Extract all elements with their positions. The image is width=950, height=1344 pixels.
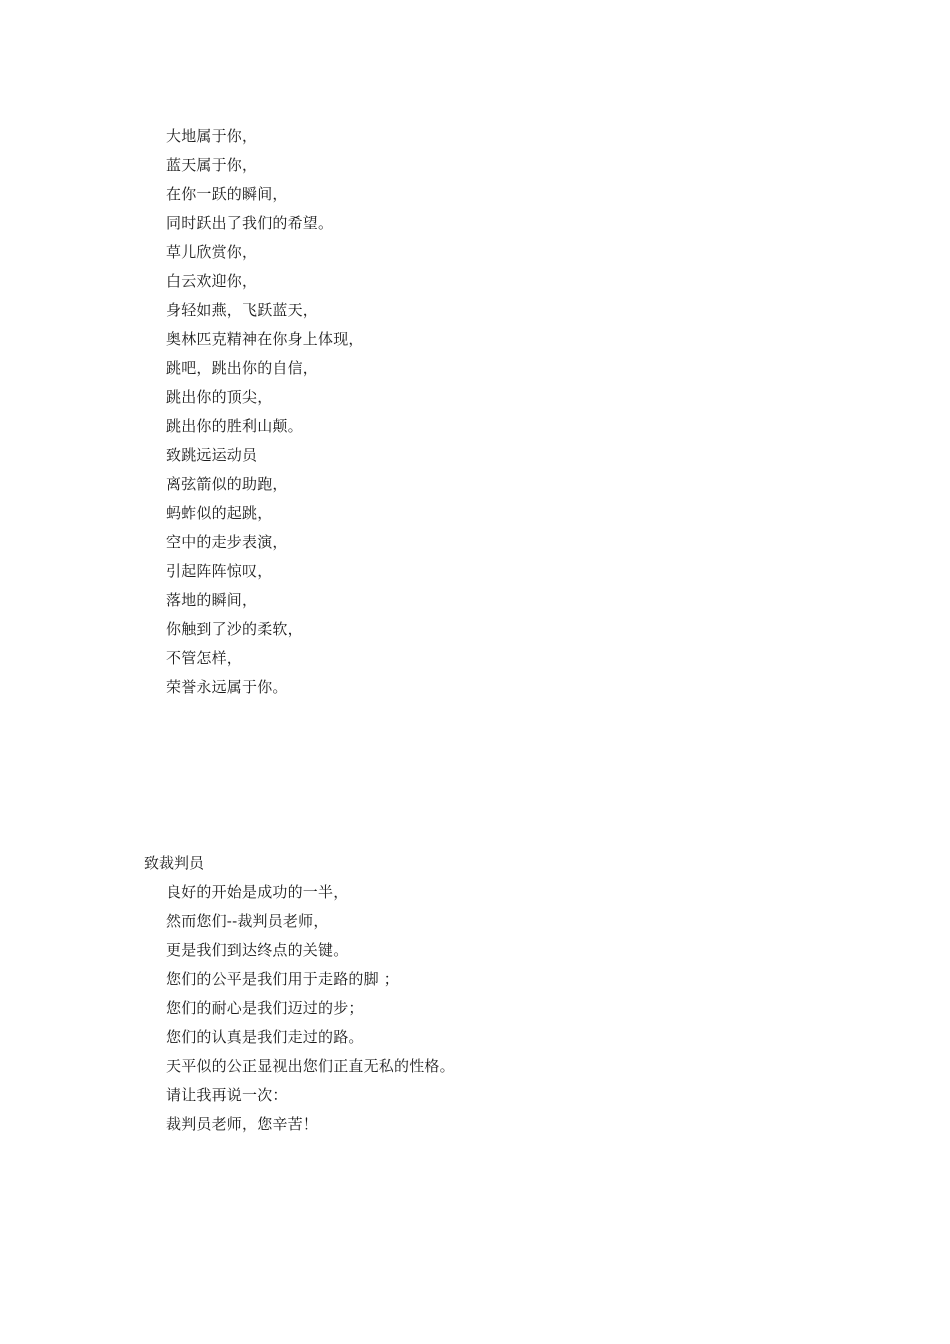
- poem-line: 蓝天属于你，: [166, 156, 258, 174]
- poem-line: 引起阵阵惊叹，: [166, 562, 273, 580]
- poem-line: 在你一跃的瞬间，: [166, 185, 288, 203]
- poem-line: 良好的开始是成功的一半，: [166, 883, 349, 901]
- poem-line: 你触到了沙的柔软，: [166, 620, 303, 638]
- poem-line: 跳吧，跳出你的自信，: [166, 359, 319, 377]
- poem-line: 草儿欣赏你，: [166, 243, 258, 261]
- poem-one: [0, 122, 950, 702]
- poem-line: 离弦箭似的助跑，: [166, 475, 288, 493]
- poem-line: 不管怎样，: [166, 649, 243, 667]
- poem-line: 更是我们到达终点的关键。: [166, 941, 349, 959]
- poem-line: 荣誉永远属于你。: [166, 678, 288, 696]
- poem-line: 同时跃出了我们的希望。: [166, 214, 334, 232]
- poem-line: 白云欢迎你，: [166, 272, 258, 290]
- poem-line: 落地的瞬间，: [166, 591, 258, 609]
- poem-line: 空中的走步表演，: [166, 533, 288, 551]
- poem-line: 您们的耐心是我们迈过的步；: [166, 999, 364, 1017]
- poem-line: 裁判员老师，您辛苦！: [166, 1115, 319, 1133]
- poem-line: 大地属于你，: [166, 127, 258, 145]
- poem-line: 请让我再说一次：: [166, 1086, 288, 1104]
- poem-line: 蚂蚱似的起跳，: [166, 504, 273, 522]
- poem-line: 跳出你的胜利山颠。: [166, 417, 303, 435]
- poem-line: 跳出你的顶尖，: [166, 388, 273, 406]
- poem-line: 您们的公平是我们用于走路的脚 ；: [166, 970, 399, 988]
- poem-heading-long-jump: 致跳远运动员: [166, 446, 258, 464]
- poem-title-referee: 致裁判员: [144, 854, 205, 872]
- poem-line: 天平似的公正显视出您们正直无私的性格。: [166, 1057, 455, 1075]
- poem-line: 奥林匹克精神在你身上体现，: [166, 330, 364, 348]
- poem-line: 您们的认真是我们走过的路。: [166, 1028, 364, 1046]
- poem-line: 然而您们--裁判员老师，: [166, 912, 329, 930]
- poem-two: [0, 878, 950, 1139]
- poem-line: 身轻如燕，飞跃蓝天，: [166, 301, 319, 319]
